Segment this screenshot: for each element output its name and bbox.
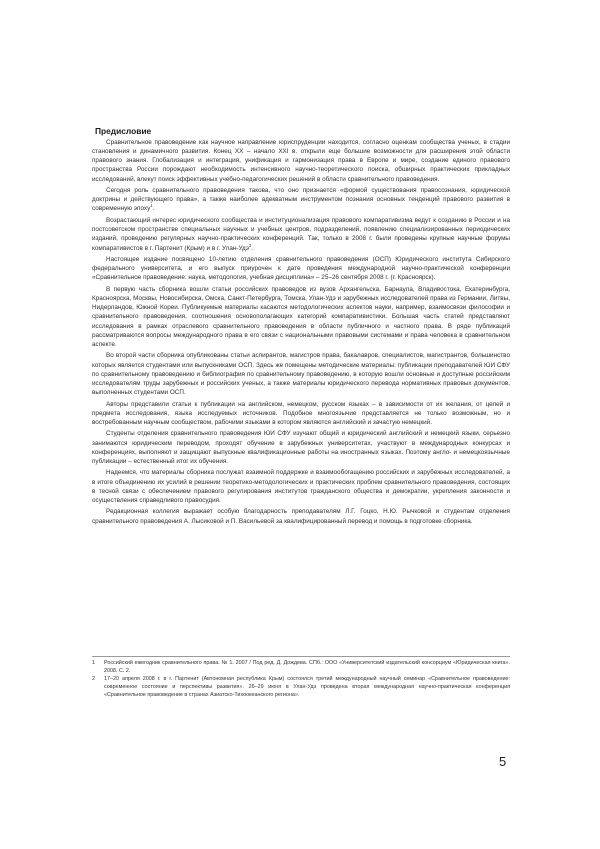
paragraph: Настоящее издание посвящено 10-летию отделения сравнительного правоведения (ОСП) Юридического института Сибирского федерального университета, и его выпуск приурочен к дате проведения международной научно-практической конференции «Сравнительное правоведение: наука, методология, учебная дисциплина» – 25–26 сентября 2008 г. (г. Красноярск). (92, 256, 510, 282)
footnote: 1 Российский ежегодник сравнительного права. № 1. 2007 / Под ред. Д. Дождева. СПб.: ООО «Университетский издательский консорциум «Юридическая книга». 2008. С. 2. (92, 660, 510, 674)
paragraph: Сравнительное правоведение как научное направление юриспруденции находится, согласно оценкам сообщества ученых, в стадии становления и динамичного развития. Конец XX – начало XXI в. открыли еще большие возможности для расширения этой области правового знания. Глобализация и интеграция, унификация и гармонизация права в Европе и мире, создание единого правового пространства России порождают необходимость интенсивного научно-теоретического поиска, обширных практических прикладных исследований, влекут поиск эффективных учебно-педагогических решений в области сравнительного правоведения. (92, 139, 510, 183)
footnote-number: 2 (92, 676, 95, 683)
footnote-marker[interactable]: 2 (249, 242, 252, 248)
paragraph: Возрастающий интерес юридического сообщества и институционализация правового компаративизма ведут к созданию в России и на постсоветском пространстве специальных научных и учебных центров, подразделений, появлению специализированных периодических изданий, проведению регулярных научно-практических конференций. Так, только в 2008 г. были проведены крупные научные форумы компаративистов в г. Партенит (Крым) и в г. Улан-Удэ$^2$. (92, 217, 510, 252)
paragraph: Сегодня роль сравнительного правоведения такова, что оно признается «формой существования правосознания, юридической доктрины и действующего права», а также наиболее адекватным инструментом познания основных тенденций правового развития в современную эпоху$^1$. (92, 187, 510, 213)
page-title: Предисловие (95, 126, 152, 136)
paragraph: Во второй части сборника опубликованы статьи аспирантов, магистров права, бакалавров, специалистов, магистрантов, большинство которых является студентами или выпускниками ОСП. Здесь же помещены методические материалы: публикации преподавателей ЮИ СФУ по сравнительному правоведению и библиография по сравнительному правоведению, в которую вошли основные и доступные российским исследователям труды зарубежных и российских ученых, а также материалы юридического перевода нормативных правовых документов, выполненных студентами ОСП. (92, 352, 510, 397)
paragraph: Авторы представили статьи к публикации на английском, немецком, русском языках – в зависимости от их желания, от целей и предмета исследования, языка исследуемых источников. Подобное многоязычие представляется не только возможным, но и востребованным научным сообществом, рабочими языками в котором являются английский и зачастую немецкий. (92, 400, 510, 426)
document-body (92, 138, 510, 528)
paragraph: Студенты отделения сравнительного правоведения ЮИ СФУ изучают общий и юридический английский и немецкий языки, серьезно занимаются юридическим переводом, проходят обучение в зарубежных университетах, участвуют в международных конкурсах и конференциях, выполняют и защищают выпускные квалификационные работы на иностранных языках. Поэтому англо- и немецкоязычные публикации – естественный итог их обучения. (92, 430, 510, 465)
paragraph: Редакционная коллегия выражает особую благодарность преподавателям Л.Г. Гоцко, Н.Ю. Рычковой и студентам отделения сравнительного правоведения А. Лысиковой и П. Васильевой за квалифицированный перевод и помощь в подготовке сборника. (92, 508, 510, 525)
paragraph: В первую часть сборника вошли статьи российских правоведов из вузов Архангельска, Барнаула, Владивостока, Екатеринбурга, Красноярска, Москвы, Новосибирска, Омска, Санкт-Петербурга, Томска, Улан-Удэ и зарубежных исследователей права из Германии, Литвы, Нидерландов, Южной Кореи. Публикуемые материалы касаются методологических аспектов науки, например, взаимосвязи философии и сравнительного правоведения, соотношения основополагающих категорий компаративистики. Большая часть статей представляют исследования в рамках отраслевого сравнительного правоведения в области публичного и частного права. В ряде публикаций рассматриваются вопросы международного права в его связи с национальными правовыми системами и права человека в сравнительном аспекте. (92, 285, 510, 348)
footnote: 2 17–20 апреля 2008 г. в г. Партенит (Автономная республика Крым) состоялся третий международный научный семинар «Сравнительное правоведение: современное состояние и перспективы развития». 26–29 июня в Улан-Удэ проведена вторая международная научно-практическая конференция «Сравнительное правоведение в странах Азиатско-Тихоокеанского региона». (92, 676, 510, 698)
footnote-marker[interactable]: 1 (150, 203, 153, 209)
paragraph: Надеемся, что материалы сборника послужат взаимной поддержке и взаимообогащению российских и зарубежных исследователей, а в итоге объединению их усилий в решении теоретико-методологических и практических проблем сравнительного правоведения, состоящих в тесной связи с обеспечением правового регулирования институтов гражданского общества и демократии, укрепления законности и осуществления справедливого правосудия. (92, 469, 510, 504)
page-number: 5 (499, 754, 507, 769)
footnote-number: 1 (92, 660, 95, 666)
footnotes (92, 660, 510, 700)
footnote-divider (92, 656, 510, 657)
